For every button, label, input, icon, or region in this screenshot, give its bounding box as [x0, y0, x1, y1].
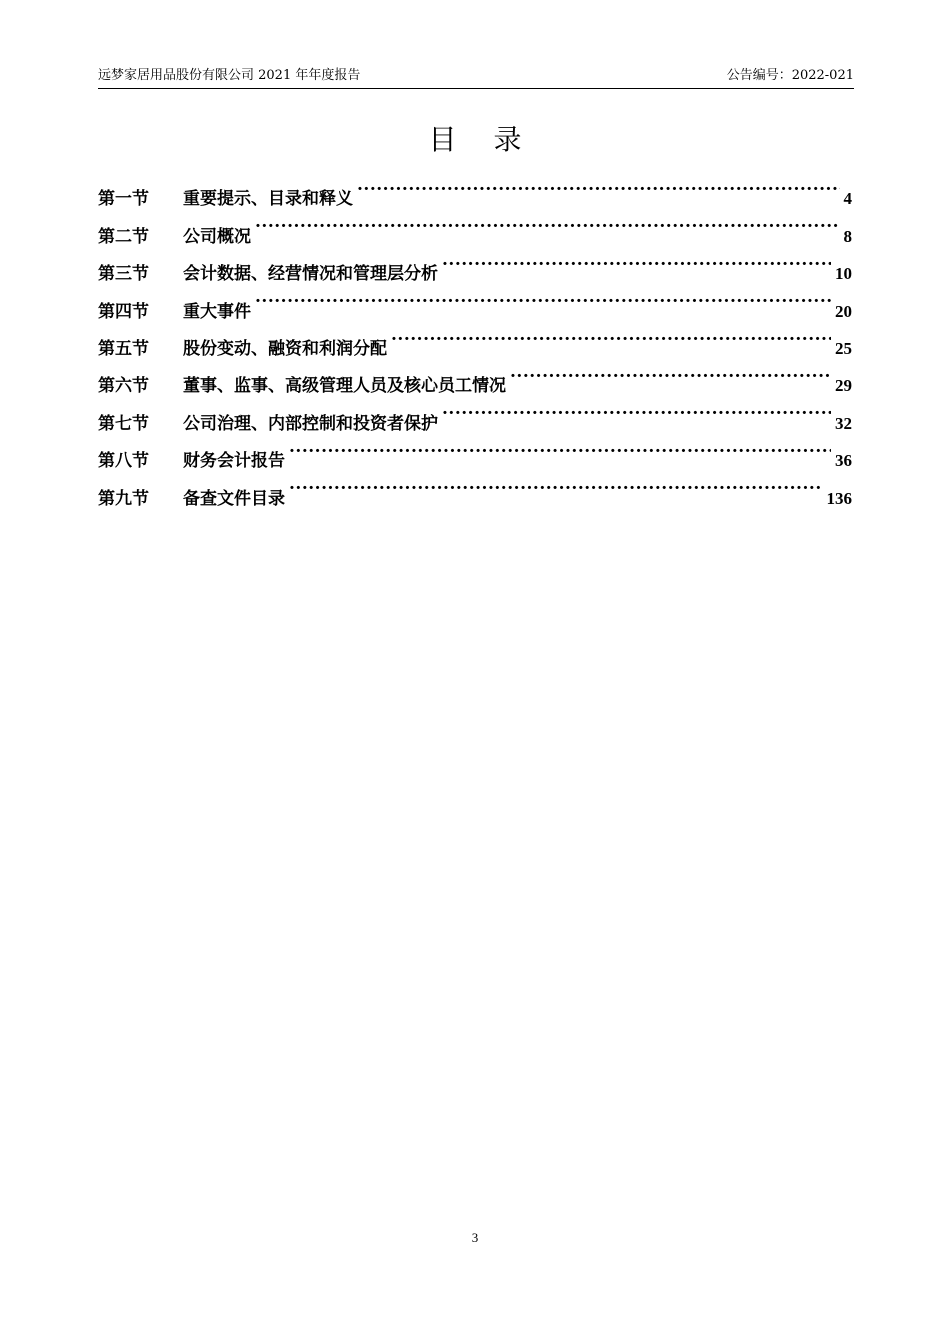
toc-section-number: 第五节	[98, 338, 149, 359]
toc-page-number: 136	[826, 488, 852, 508]
toc-page-number: 36	[835, 451, 852, 471]
toc-page-number: 4	[843, 189, 852, 209]
toc-dot-leader	[255, 279, 831, 316]
toc-dot-leader	[289, 429, 831, 466]
toc-section-number: 第四节	[98, 301, 149, 322]
toc-entry[interactable]	[98, 167, 852, 210]
page-number: 3	[471, 1230, 479, 1245]
toc-page-number: 10	[835, 264, 852, 284]
toc-section-title: 股份变动、融资和利润分配	[183, 338, 387, 359]
report-title: 远梦家居用品股份有限公司 2021 年年度报告	[98, 68, 361, 83]
toc-page-number: 29	[835, 376, 852, 396]
toc-page-number: 20	[835, 301, 852, 321]
toc-dot-leader	[442, 391, 831, 428]
toc-dot-leader	[442, 242, 831, 279]
toc-section-title: 会计数据、经营情况和管理层分析	[183, 264, 438, 285]
toc-section-title: 备查文件目录	[183, 488, 285, 509]
toc-section-title: 财务会计报告	[183, 451, 285, 472]
toc-dot-leader	[255, 204, 840, 241]
toc-section-title: 公司概况	[183, 226, 251, 247]
toc-section-title: 董事、监事、高级管理人员及核心员工情况	[183, 376, 506, 397]
toc-section-number: 第七节	[98, 413, 149, 434]
toc-section-number: 第一节	[98, 189, 149, 210]
toc-dot-leader	[391, 317, 831, 354]
toc-section-number: 第八节	[98, 451, 149, 472]
toc-section-number: 第九节	[98, 488, 149, 509]
toc-section-number: 第六节	[98, 376, 149, 397]
toc-dot-leader	[510, 354, 831, 391]
announcement-number: 公告编号：2022-021	[726, 68, 854, 83]
toc-section-title: 重要提示、目录和释义	[183, 189, 353, 210]
page-header	[98, 66, 854, 89]
table-of-contents	[98, 167, 852, 509]
toc-section-number: 第三节	[98, 264, 149, 285]
toc-section-title: 公司治理、内部控制和投资者保护	[183, 413, 438, 434]
toc-page-number: 8	[843, 226, 852, 246]
toc-page-number: 25	[835, 338, 852, 358]
toc-section-title: 重大事件	[183, 301, 251, 322]
toc-dot-leader	[289, 466, 823, 503]
toc-dot-leader	[357, 167, 840, 204]
toc-title: 目 录	[428, 123, 536, 156]
toc-page-number: 32	[835, 413, 852, 433]
toc-section-number: 第二节	[98, 226, 149, 247]
